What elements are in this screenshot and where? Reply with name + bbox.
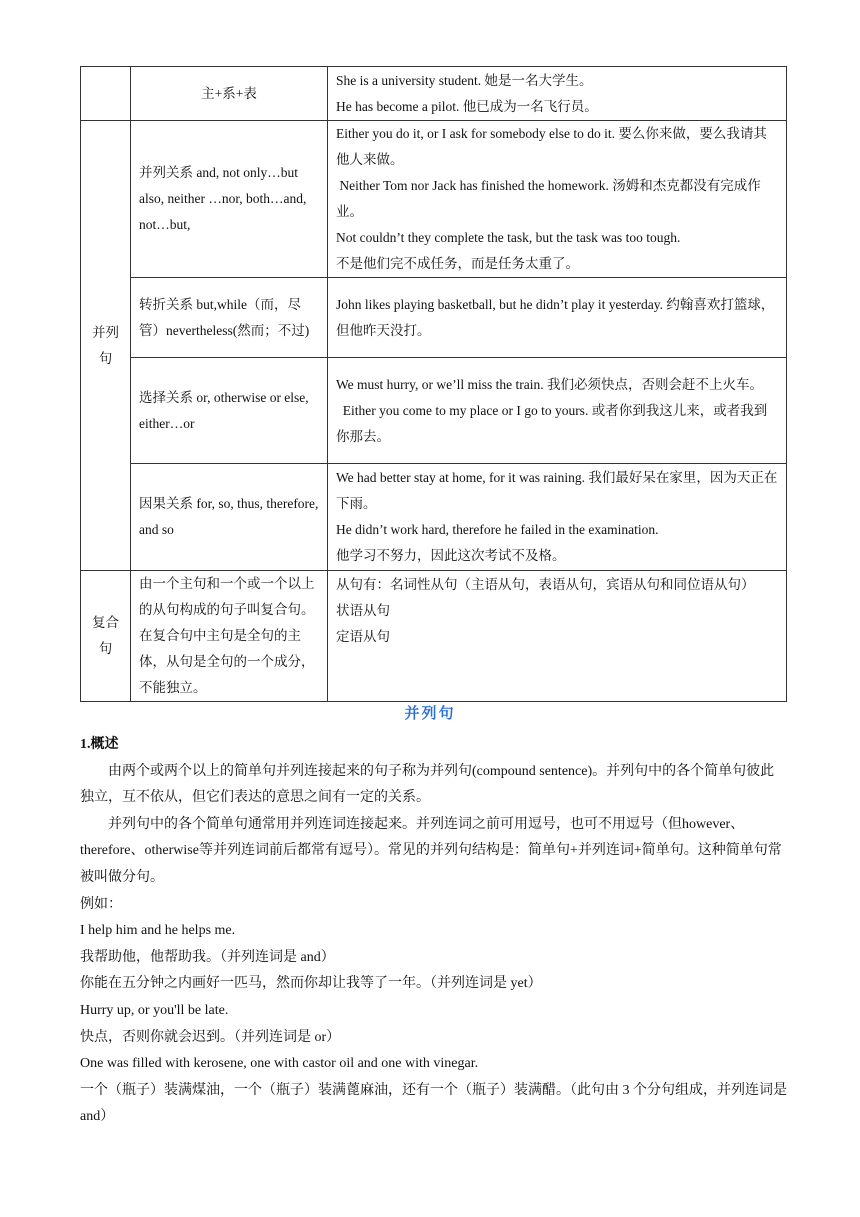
complex-definition-cell: 由一个主句和一个或一个以上的从句构成的句子叫复合句。在复合句中主句是全句的主体，从句是全句的一个成分，不能独立。	[131, 571, 328, 702]
table-row	[81, 571, 787, 702]
example-line: She is a university student. 她是一名大学生。	[336, 72, 593, 88]
example-line: We must hurry, or we’ll miss the train. 我们必须快点，否则会赶不上火车。	[336, 376, 763, 392]
example-line: Either you come to my place or I go to yours. 或者你到我这儿来，或者我到你那去。	[336, 402, 768, 444]
table-row	[81, 278, 787, 358]
structure-cell: 主+系+表	[131, 67, 328, 121]
example-line: Not couldn’t they complete the task, but the task was too tough.	[336, 230, 681, 245]
subheading: 1.概述	[80, 737, 119, 752]
relation-type-cell: 转折关系 but,while（而，尽管）nevertheless(然而；不过)	[131, 278, 328, 358]
example-line: 从句有：名词性从句（主语从句，表语从句，宾语从句和同位语从句）	[336, 577, 755, 592]
example-line: He didn’t work hard, therefore he failed in the examination.	[336, 522, 659, 537]
table-row	[81, 67, 787, 121]
relation-type-cell: 选择关系 or, otherwise or else, either…or	[131, 358, 328, 464]
table-row	[81, 464, 787, 571]
example-sentence: 快点，否则你就会迟到。（并列连词是 or）	[80, 1029, 341, 1045]
example-sentence: 你能在五分钟之内画好一匹马，然而你却让我等了一年。（并列连词是 yet）	[80, 976, 542, 992]
sentence-types-table	[80, 66, 787, 702]
section-heading: 并列句	[404, 704, 456, 722]
relation-type-cell: 因果关系 for, so, thus, therefore, and so	[131, 464, 328, 571]
example-sentence: I help him and he helps me.	[80, 923, 236, 939]
examples-cell	[328, 67, 787, 121]
examples-cell	[328, 464, 787, 571]
complex-sentence-label: 复合 句	[81, 571, 131, 702]
relation-type-cell: 并列关系 and, not only…but also, neither …nor, both…and, not…but,	[131, 121, 328, 278]
paragraph: 并列句中的各个简单句通常用并列连词连接起来。并列连词之前可用逗号，也可不用逗号（但however、therefore、otherwise等并列连词前后都常有逗号）。常见的并列句结构是：简单句+并列连词+简单句。这种简单句常被叫做分句。	[80, 816, 782, 885]
table-row	[81, 121, 787, 278]
section-body	[80, 732, 788, 1131]
example-line: Neither Tom nor Jack has finished the homework. 汤姆和杰克都没有完成作业。	[336, 178, 761, 219]
example-line: He has become a pilot. 他已成为一名飞行员。	[336, 98, 598, 114]
examples-label: 例如：	[80, 896, 122, 912]
examples-cell	[328, 571, 787, 702]
example-sentence: 我帮助他，他帮助我。（并列连词是 and）	[80, 949, 335, 965]
example-line: Either you do it, or I ask for somebody else to do it. 要么你来做，要么我请其他人来做。	[336, 126, 767, 167]
examples-cell	[328, 278, 787, 358]
example-line: We had better stay at home, for it was raining. 我们最好呆在家里，因为天正在下雨。	[336, 470, 778, 511]
examples-cell	[328, 358, 787, 464]
table-row	[81, 358, 787, 464]
example-line: John likes playing basketball, but he didn’t play it yesterday. 约翰喜欢打篮球，但他昨天没打。	[336, 296, 775, 338]
example-line: 状语从句	[336, 603, 390, 618]
example-line: 定语从句	[336, 629, 390, 644]
example-line: 不是他们完不成任务，而是任务太重了。	[336, 256, 579, 271]
example-sentence: One was filled with kerosene, one with castor oil and one with vinegar.	[80, 1056, 479, 1072]
examples-cell	[328, 121, 787, 278]
example-sentence: Hurry up, or you'll be late.	[80, 1002, 229, 1018]
compound-sentence-label: 并列 句	[81, 121, 131, 571]
paragraph: 由两个或两个以上的简单句并列连接起来的句子称为并列句(compound sentence)。并列句中的各个简单句彼此独立，互不依从，但它们表达的意思之间有一定的关系。	[80, 763, 775, 806]
example-line: 他学习不努力，因此这次考试不及格。	[336, 548, 566, 563]
row-category-cell	[81, 67, 131, 121]
example-sentence: 一个（瓶子）装满煤油，一个（瓶子）装满蓖麻油，还有一个（瓶子）装满醋。（此句由 3 个分句组成，并列连词是 and）	[80, 1082, 787, 1125]
